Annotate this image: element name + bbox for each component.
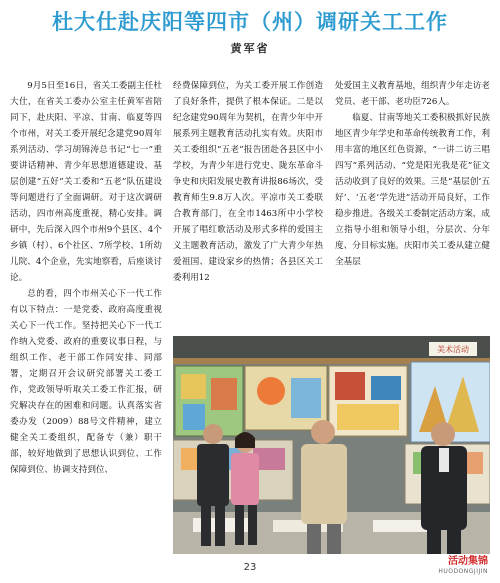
- brand-cn: 活动集锦: [448, 556, 488, 567]
- paragraph-continued-2: 处爱国主义教育基地，组织青少年走访老党员、老干部、老功臣726人。: [335, 81, 490, 107]
- paragraph-intro: 9月5日至16日，省关工委副主任杜大仕，在省关工委办公室主任黄军省陪同下，赴庆阳、平凉、甘南、临夏等四个市州，对关工委开展纪念建党90周年系列活动、学习胡锦涛总书记“七一”重要讲话精神、青少年思想道德建设、基层创建“五好”关工委和“五老”队伍建设等问题进行了全面调研。对于这次调研活动，四市州高度重视，精心安排。调研中，先后深入四个市州9个县区、4个乡镇（村）、6个社区、7所学校、1所幼儿院、4个企业，先实地察看，后座谈讨论。: [10, 81, 162, 283]
- article-photo: [173, 336, 490, 554]
- article-column-1: [10, 78, 162, 558]
- section-brand: [438, 556, 488, 576]
- article-column-3: [335, 78, 490, 334]
- brand-en: HUODONGJIJIN: [438, 568, 488, 575]
- paragraph-continued: 经费保障到位，为关工委开展工作创造了良好条件，提供了根本保证。二是以纪念建党90周年为契机，在青少年中开展系列主题教育活动扎实有效。庆阳市关工委组织“五老”报告团赴各县区中小学校，为青少年进行党史、陇东革命斗争史和庆阳发展史教育讲报86场次，受教育师生9.8万人次。平凉市关工委联合教育部门，在全市1463所中小学校开展了唱红歌活动及形式多样的爱国主义主题教育活动，激发了广大青少年热爱祖国、建设家乡的热情；各县区关工委利用12: [173, 81, 323, 283]
- article-title: 杜大仕赴庆阳等四市（州）调研关工工作: [52, 10, 448, 34]
- paragraph-overview: 总的看，四个市州关心下一代工作有以下特点：一是党委、政府高度重视关心下一代工作。坚持把关心下一代工作纳入党委、政府的重要议事日程，与组织工作、老干部工作同安排、同部署，定期召开会议研究部署关工委工作，党政领导听取关工委工作汇报，研究解决存在的困难和问题。认真落实省委办发（2009）88号文件精神，建立健全关工委组织，配备专（兼）职干部，较好地做到了思想认识到位、工作保障到位、协调支持到位、: [10, 289, 162, 475]
- article-column-2: [173, 78, 323, 334]
- page-number: 23: [243, 562, 257, 573]
- wall-sign: 美术活动: [437, 345, 469, 354]
- article-author: 黄军省: [230, 42, 270, 55]
- paragraph-regions: 临夏、甘南等地关工委积极抓好民族地区青少年学史和革命传统教育工作，利用丰富的地区红色资源，“一讲二访三唱四写”系列活动、“党是阳光我是花”征文活动收到了良好的效果。三是“基层创‘五好’、‘五老’学先进”活动开局良好，工作稳步推进。各级关工委制定活动方案，成立指导小组和领导小组，分层次、分年度、分目标实施。庆阳市关工委从建立健全基层: [335, 113, 490, 267]
